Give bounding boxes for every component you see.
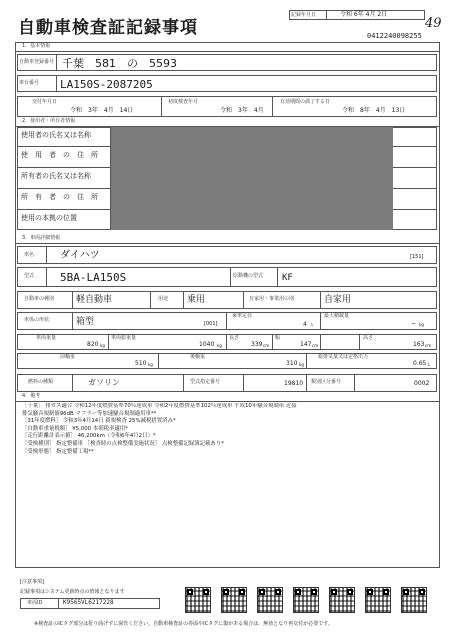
redaction-block — [111, 127, 393, 230]
qr-code-icon — [293, 587, 319, 613]
fuel-row — [17, 374, 437, 392]
displacement-unit: L — [428, 362, 431, 367]
issue-date-field-label: 交付年月日 — [32, 99, 58, 105]
maker: ダイハツ — [60, 250, 100, 261]
type-designation: 19810 — [284, 380, 304, 387]
body-code: [001] — [204, 321, 218, 327]
body-shape: 箱型 — [76, 317, 95, 327]
chassis-number: LA150S-2087205 — [60, 78, 153, 91]
issue-date: 令和 6年 4月 2日 — [340, 11, 388, 18]
document-title: 自動車検査証記録事項 — [18, 18, 198, 38]
expiry-date: 令和 8年 4月 13日 — [342, 107, 406, 114]
displacement: 0.65 — [413, 360, 427, 367]
maker-label: 車名 — [24, 252, 35, 258]
qr-code-icon — [221, 587, 247, 613]
expiry-label: 有効期間の満了する日 — [280, 99, 331, 105]
displacement-label: 総排気量又は定格出力 — [318, 354, 369, 360]
type-designation-label: 型式指定番号 — [190, 379, 221, 385]
user-address-label: 使 用 者 の 住 所 — [21, 151, 98, 159]
section-remarks-title: 4．備考 — [22, 393, 41, 399]
reg-number-label: 自動車登録番号 — [19, 59, 55, 65]
notes-label: [注意事項] — [20, 579, 44, 585]
front-axle-unit: kg — [148, 362, 153, 367]
qr-code-icon — [257, 587, 283, 613]
first-inspection-label: 初度検査年月 — [168, 99, 199, 105]
purpose-label: 自家用・事業用の別 — [249, 296, 295, 302]
capacity: 4 — [303, 321, 307, 328]
issue-date-field: 令和 3年 4月 14日 — [70, 107, 134, 114]
remarks-line: ［31年度燃料］ 令和3年4月14日 新規検査 25%減税措置済み* — [22, 418, 176, 425]
user-name-label: 使用者の氏名又は名称 — [21, 131, 91, 139]
reg-number: 千葉 581 の 5593 — [62, 57, 177, 70]
remarks-line: 排気騒音規制値96dB マフラー等加速騒音規制適用車** — [22, 410, 157, 417]
kind-label: 自動車の種別 — [24, 296, 55, 302]
qr-code-icon — [329, 587, 355, 613]
gross-weight-label: 車両総重量 — [111, 335, 137, 341]
category-number: 0002 — [414, 380, 430, 387]
qr-code-icon — [185, 587, 211, 613]
capacity-label: 乗車定員 — [232, 313, 253, 319]
fuel-label: 燃料の種類 — [28, 379, 54, 385]
remarks-line: ［受検形態］ 指定整備工場** — [22, 448, 94, 455]
width-unit: cm — [312, 343, 319, 348]
qr-code-icon — [401, 587, 427, 613]
length: 339 — [251, 341, 263, 348]
gross-weight: 1040 — [199, 341, 215, 348]
issue-date-label: 記録年月日 — [291, 12, 317, 18]
maker-code: [151] — [410, 254, 424, 260]
notes-text: 記録事項はシステム更新時点の情報となります — [20, 589, 125, 595]
remarks-text — [22, 403, 436, 456]
handwritten-mark: 49 — [425, 16, 442, 31]
bottom-note: ※検査証のICタグ部分は折り曲げずに保管ください。自動車検査証の券面やICタグに傷がある場合は、無効となり再交付が必要です。 — [34, 621, 333, 627]
vehicle-use: 乗用 — [187, 295, 206, 305]
vehicle-id-label: 車両ID — [27, 600, 43, 606]
category-label: 類別区分番号 — [311, 379, 342, 385]
front-axle: 510 — [135, 360, 147, 367]
max-load: − — [411, 320, 417, 327]
qr-code-icon — [365, 587, 391, 613]
weight-label: 車両重量 — [36, 335, 57, 341]
fuel-type: ガソリン — [88, 378, 120, 387]
model-label: 型式 — [24, 273, 35, 279]
capacity-unit: 人 — [310, 322, 314, 327]
length-label: 長さ — [229, 335, 240, 341]
width: 147 — [300, 341, 312, 348]
section-basic-title: 1．基本情報 — [22, 43, 51, 49]
chassis-label: 車台番号 — [19, 80, 40, 86]
max-load-label: 最大積載量 — [324, 313, 350, 319]
vehicle-kind: 軽自動車 — [76, 295, 113, 305]
rear-axle: 310 — [286, 360, 298, 367]
rear-axle-unit: kg — [299, 362, 304, 367]
owner-name-label: 所有者の氏名又は名称 — [21, 172, 91, 180]
owner-address-label: 所 有 者 の 住 所 — [21, 193, 98, 201]
width-label: 幅 — [275, 335, 281, 341]
length-unit: cm — [263, 343, 270, 348]
dimensions-row — [17, 334, 437, 350]
body-label: 車体の形状 — [24, 317, 50, 323]
weight-unit: kg — [100, 343, 105, 348]
engine-model: KF — [282, 273, 293, 283]
remarks-line: ［千葉］ 排ガス適合 令和12年度燃費基準70％達成車 令和2年度燃費基準102％達成車 平成10年騒音規制車 近接 — [22, 403, 297, 409]
front-axle-label: 前軸重 — [60, 354, 76, 360]
section-owner-title: 2．使用者・所有者情報 — [22, 118, 76, 124]
vehicle-purpose: 自家用 — [324, 295, 352, 305]
document-number: 0412240098255 — [367, 32, 422, 40]
remarks-line: ［受検種別］ 指定整備車 ［検査時の点検整備実施状況］ 点検整備記録簿記載あり* — [22, 440, 224, 447]
use-label: 用途 — [158, 296, 169, 302]
section-vehicle-title: 3．車両詳細情報 — [22, 235, 61, 241]
engine-label: 原動機の型式 — [233, 273, 264, 279]
vehicle-id: K9565VL6217228 — [63, 599, 114, 606]
base-location-label: 使用の本拠の位置 — [21, 214, 77, 222]
remarks-line: ［走行距離計表示値］ 46,200km（令和6年4月2日）* — [22, 433, 156, 440]
height: 163 — [413, 341, 425, 348]
height-label: 高さ — [363, 335, 374, 341]
max-load-unit: kg — [419, 322, 424, 327]
gross-weight-unit: kg — [217, 343, 222, 348]
first-inspection: 令和 3年 4月 — [220, 107, 264, 114]
axles-row — [17, 353, 437, 369]
vehicle-weight: 820 — [87, 341, 99, 348]
model: 5BA-LA150S — [60, 271, 127, 284]
remarks-line: ［自動車重量税額］ ¥5,000 本則税率適用* — [22, 425, 128, 432]
height-unit: cm — [425, 343, 432, 348]
rear-axle-label: 後軸重 — [190, 354, 206, 360]
